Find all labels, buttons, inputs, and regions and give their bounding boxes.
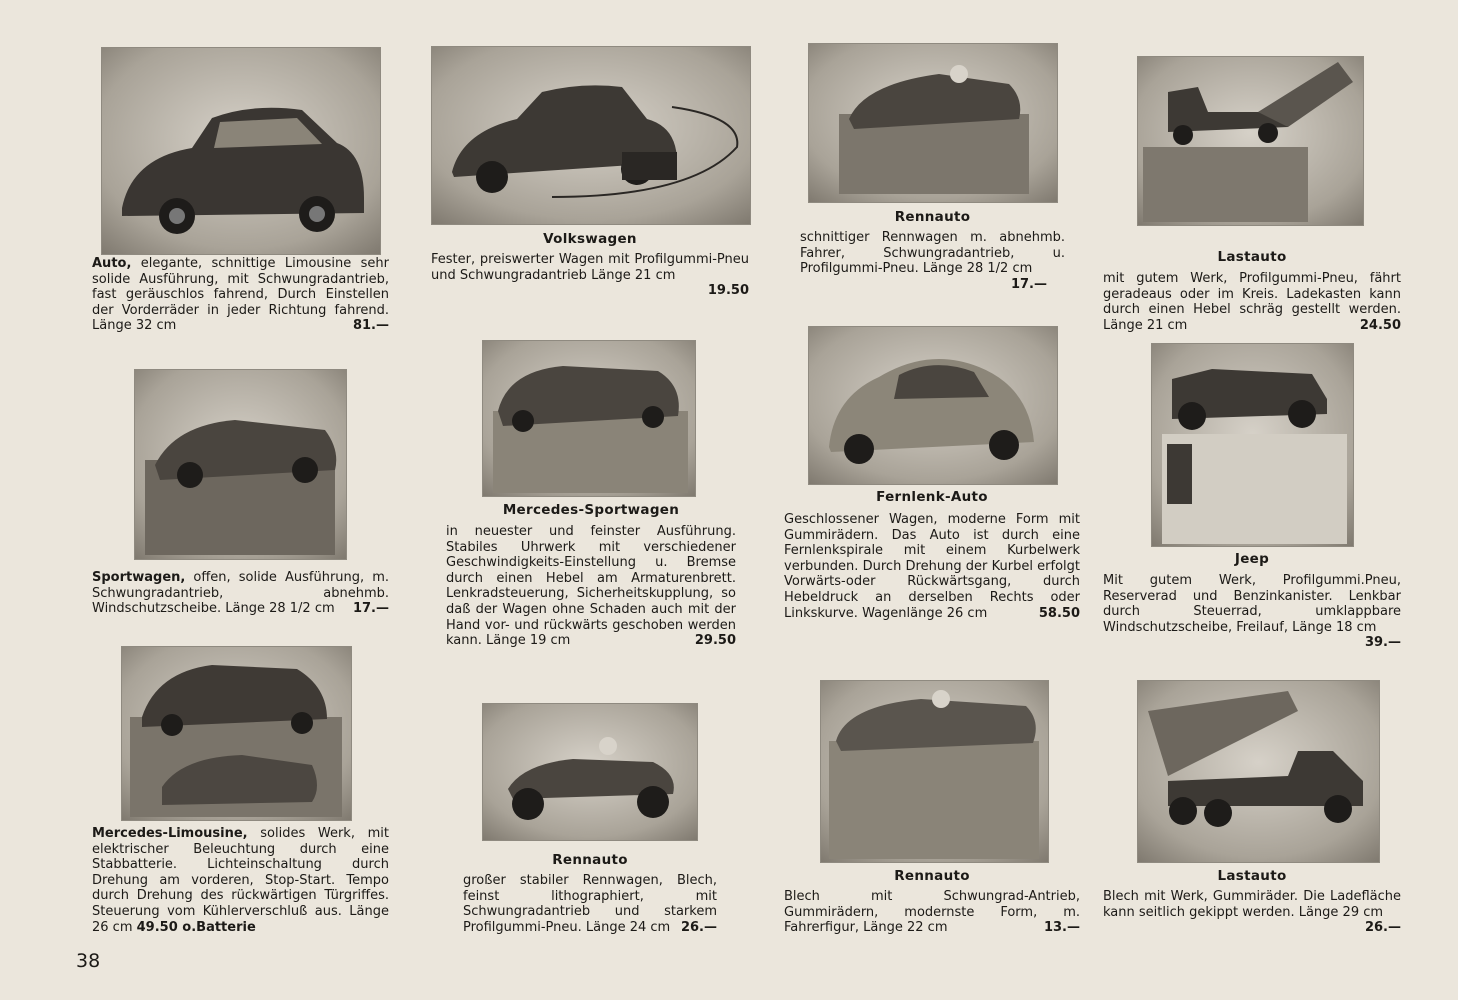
desc-fernlenk-auto: Geschlossener Wagen, moderne Form mit Gummirädern. Das Auto ist durch eine Fernlenkspirale mit einem Kurbelwerk verbunden. Durch Drehung der Kurbel erfolgt Vorwärts-oder Rückwärtsgang, durch Hebeldruck an derselben Rechts oder Linkskurve. Wagenlänge 26 cm 58.50 xyxy=(784,512,1080,621)
car-image xyxy=(809,327,1057,484)
title-mercedes-sportwagen: Mercedes-Sportwagen xyxy=(502,502,680,518)
price-mercedes-limousine: 49.50 o.Batterie xyxy=(136,919,256,935)
price-jeep: 39.— xyxy=(1364,635,1401,651)
car-image xyxy=(483,704,697,840)
desc-mercedes-limousine: Mercedes-Limousine, solides Werk, mit elektrischer Beleuchtung durch eine Stabbatterie. Lichteinschaltung durch Drehung am vorderen, Stop-Start. Tempo durch Drehung des rückwärtigen Türgriffes. Steuerung vom Kühlerverschluß aus. Länge 26 cm 49.50 o.Batterie xyxy=(92,826,389,935)
photo-volkswagen xyxy=(431,46,751,225)
desc-rennauto-2: großer stabiler Rennwagen, Blech, feinst lithographiert, mit Schwungradantrieb und starkem Profilgummi-Pneu. Länge 24 cm 26.— xyxy=(463,873,717,935)
truck-image xyxy=(1138,57,1363,225)
car-image xyxy=(809,44,1057,202)
photo-lastauto-1 xyxy=(1137,56,1364,226)
car-image xyxy=(821,681,1048,862)
title-fernlenk-auto: Fernlenk-Auto xyxy=(876,489,988,505)
jeep-image xyxy=(1152,344,1353,546)
desc-auto: Auto, elegante, schnittige Limousine sehr solide Ausführung, mit Schwungradantrieb, fast geräuschlos fahrend, Durch Einstellen der Vorderräder in jeder Richtung fahrend. Länge 32 cm 81.— xyxy=(92,256,389,334)
title-lastauto-1: Lastauto xyxy=(1217,249,1287,265)
desc-lastauto-1: mit gutem Werk, Profilgummi-Pneu, fährt geradeaus oder im Kreis. Ladekasten kann durch einen Hebel schräg gestellt werden. Länge 21 cm 24.50 xyxy=(1103,271,1401,333)
price-fernlenk-auto: 58.50 xyxy=(1038,605,1080,621)
photo-rennauto-1 xyxy=(808,43,1058,203)
car-image xyxy=(432,47,750,224)
photo-sportwagen xyxy=(134,369,347,560)
page-number: 38 xyxy=(76,950,101,972)
truck-image xyxy=(1138,681,1379,862)
desc-rennauto-3: Blech mit Schwungrad-Antrieb, Gummirädern, modernste Form, m. Fahrerfigur, Länge 22 cm 13.— xyxy=(784,889,1080,936)
desc-rennauto-1: schnittiger Rennwagen m. abnehmb. Fahrer, Schwungradantrieb, u. Profilgummi-Pneu. Länge 28 1/2 cm 17.— xyxy=(800,230,1065,292)
desc-sportwagen: Sportwagen, offen, solide Ausführung, m. Schwungradantrieb, abnehmb. Windschutzscheibe. Länge 28 1/2 cm 17.— xyxy=(92,570,389,617)
title-jeep: Jeep xyxy=(1234,551,1270,567)
photo-auto xyxy=(101,47,381,255)
price-volkswagen: 19.50 xyxy=(707,283,749,299)
title-lastauto-2: Lastauto xyxy=(1217,868,1287,884)
desc-mercedes-sportwagen: in neuester und feinster Ausführung. Stabiles Uhrwerk mit verschiedener Geschwindigkeits-Einstellung u. Bremse durch einen Hebel am Armaturenbrett. Lenkradsteuerung, Sicherheitskupplung, so daß der Wagen ohne Schaden auch mit der Hand vor- und rückwärts geschoben werden kann. Länge 19 cm 29.50 xyxy=(446,524,736,649)
car-image xyxy=(483,341,695,496)
price-auto: 81.— xyxy=(352,318,389,334)
photo-mercedes-limousine xyxy=(121,646,352,821)
desc-volkswagen: Fester, preiswerter Wagen mit Profilgummi-Pneu und Schwungradantrieb Länge 21 cm 19.50 xyxy=(431,252,749,299)
title-rennauto-3: Rennauto xyxy=(894,868,970,884)
photo-fernlenk-auto xyxy=(808,326,1058,485)
title-volkswagen: Volkswagen xyxy=(543,231,637,247)
price-rennauto-3: 13.— xyxy=(1043,920,1080,936)
photo-mercedes-sportwagen xyxy=(482,340,696,497)
photo-rennauto-3 xyxy=(820,680,1049,863)
photo-jeep xyxy=(1151,343,1354,547)
price-lastauto-1: 24.50 xyxy=(1359,317,1401,333)
price-mercedes-sportwagen: 29.50 xyxy=(694,633,736,649)
title-rennauto-1: Rennauto xyxy=(894,209,971,225)
desc-jeep: Mit gutem Werk, Profilgummi.Pneu, Reserverad und Benzinkanister. Lenkbar durch Steuerrad, umklappbare Windschutzscheibe, Freilauf, Länge 18 cm 39.— xyxy=(1103,573,1401,651)
title-rennauto-2: Rennauto xyxy=(552,852,628,868)
car-image xyxy=(135,370,346,559)
car-image xyxy=(102,48,380,254)
desc-lastauto-2: Blech mit Werk, Gummiräder. Die Ladefläche kann seitlich gekippt werden. Länge 29 cm 26.— xyxy=(1103,889,1401,936)
photo-rennauto-2 xyxy=(482,703,698,841)
price-rennauto-2: 26.— xyxy=(680,919,717,935)
price-lastauto-2: 26.— xyxy=(1364,920,1401,936)
photo-lastauto-2 xyxy=(1137,680,1380,863)
price-sportwagen: 17.— xyxy=(352,601,389,617)
car-image xyxy=(122,647,351,820)
price-rennauto-1: 17.— xyxy=(1010,276,1047,292)
